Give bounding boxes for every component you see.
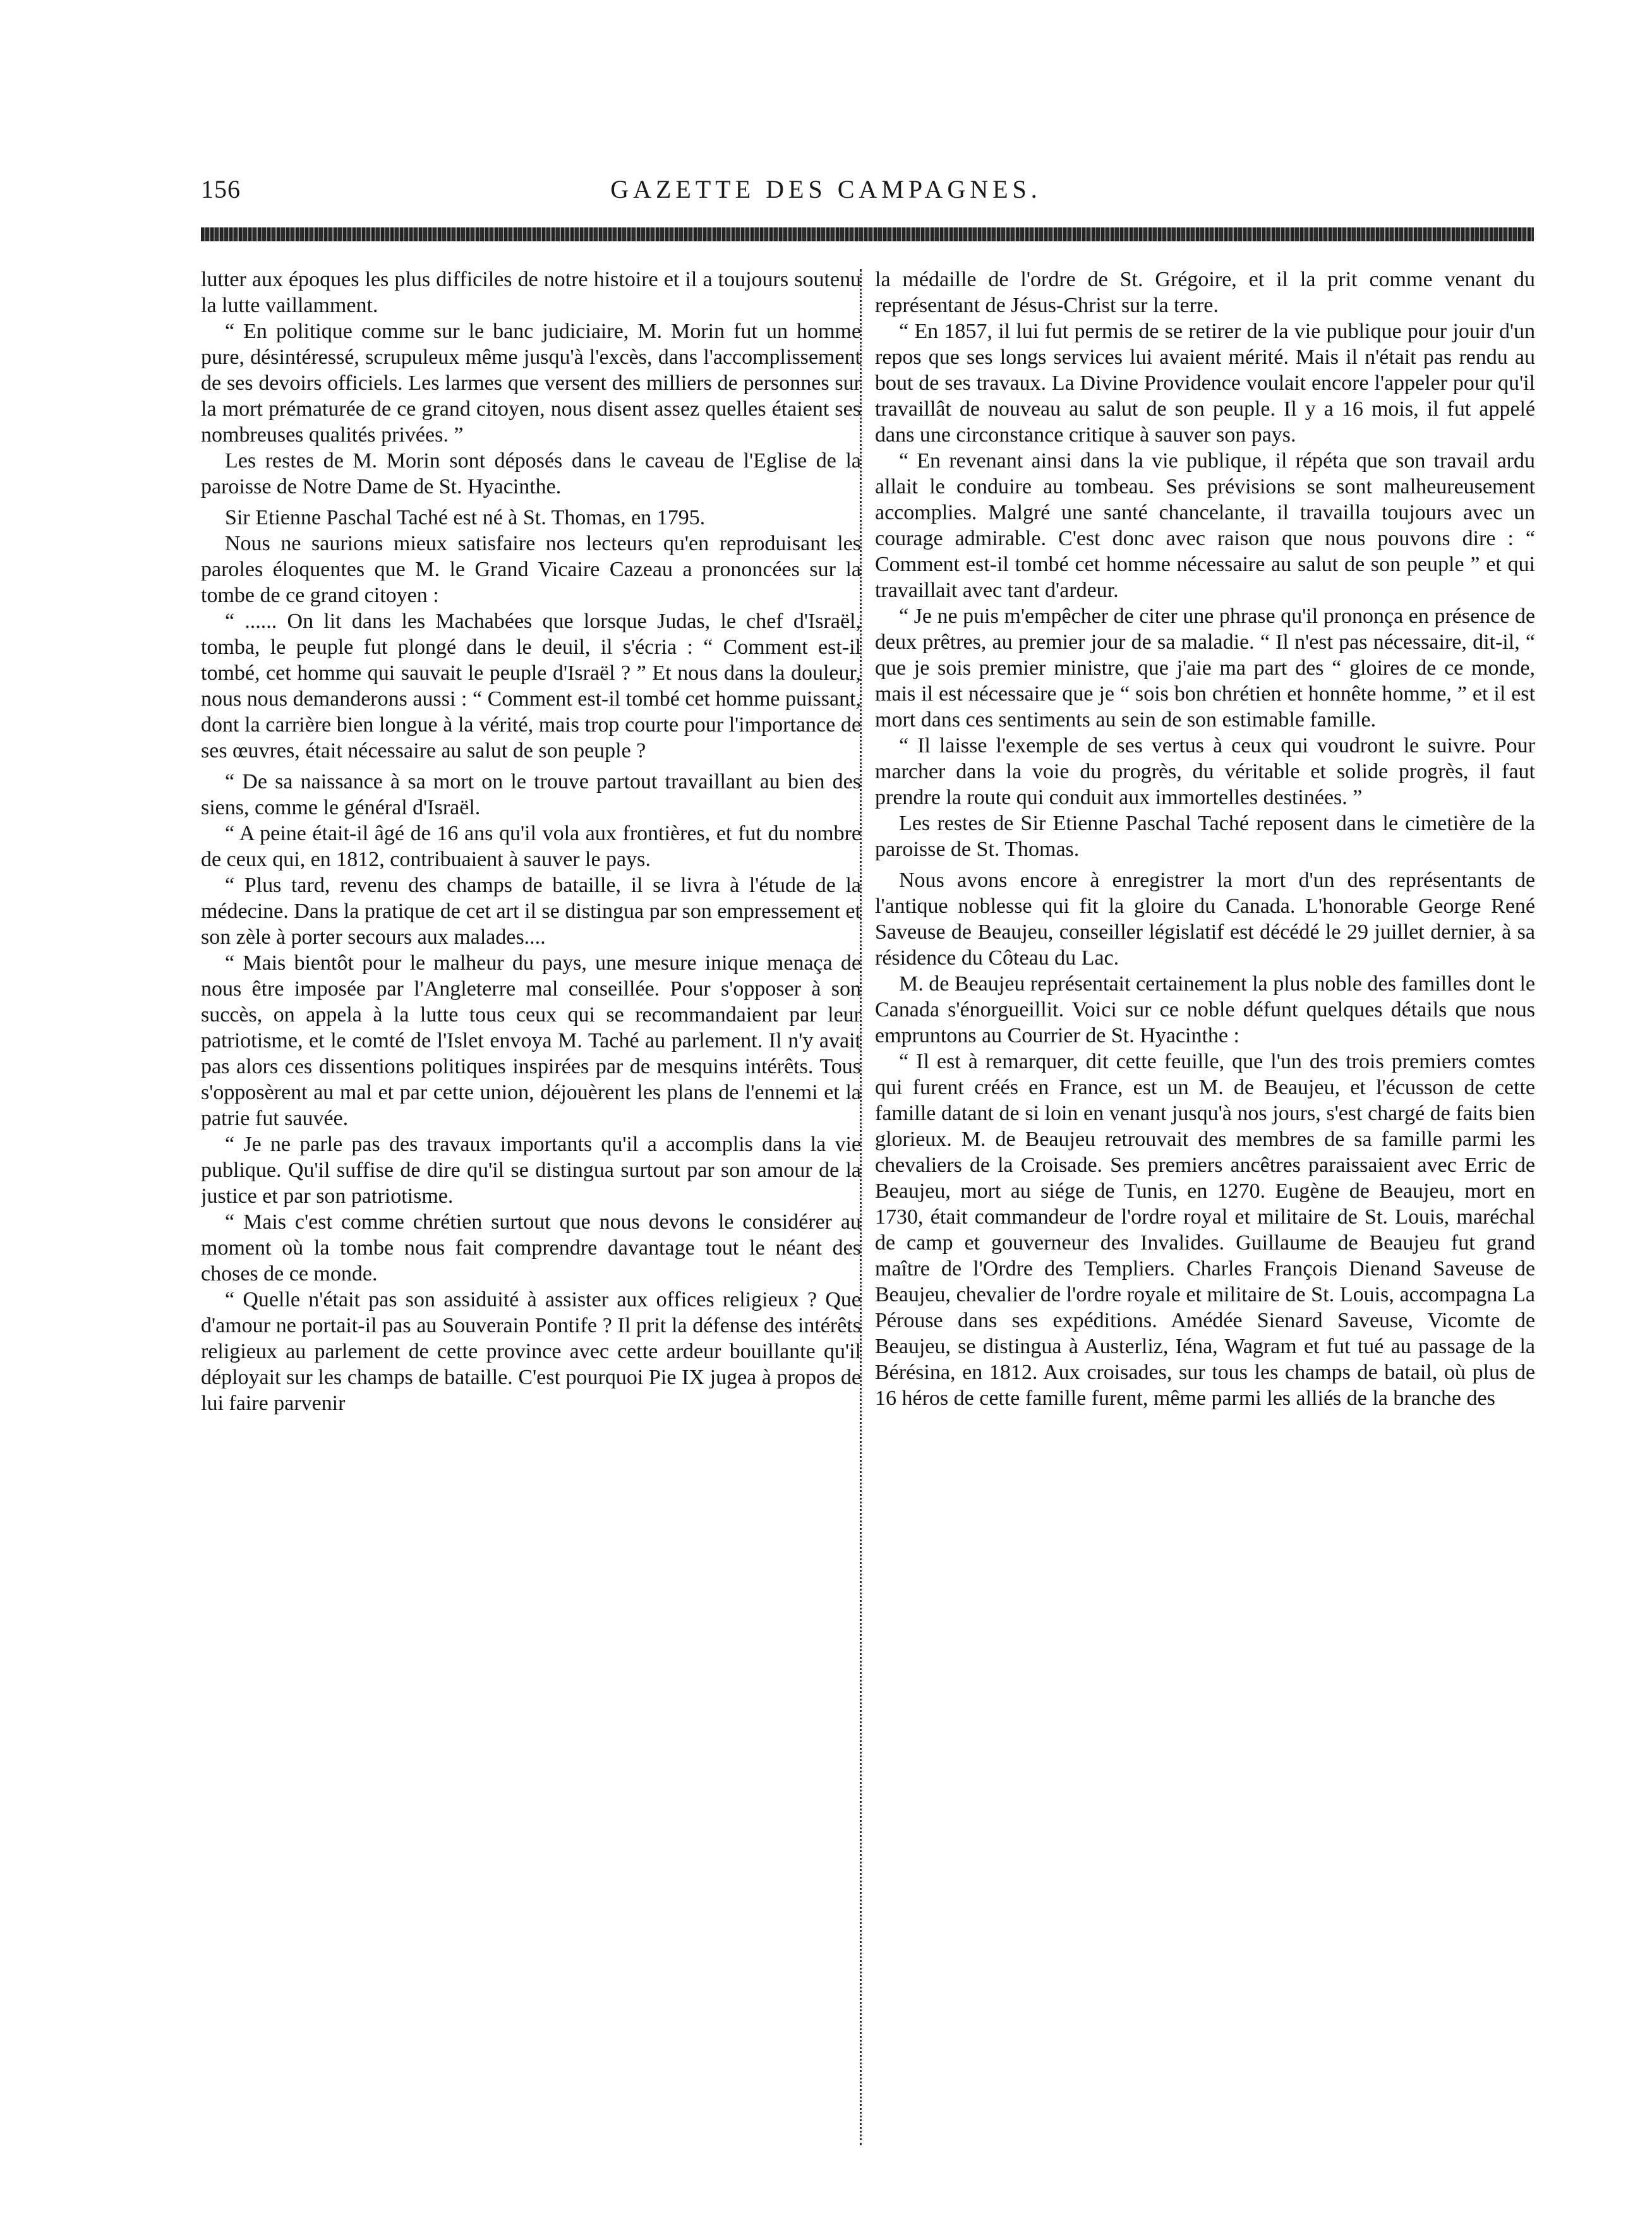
- left-column: [201, 267, 861, 2149]
- paragraph: “ Je ne puis m'empêcher de citer une phrase qu'il prononça en présence de deux prêtres, au premier jour de sa maladie. “ Il n'est pas nécessaire, dit-il, “ que je sois premier ministre, que j'aie ma part des “ gloires de ce monde, mais il est nécessaire que je “ sois bon chrétien et honnête homme, ” et il est mort dans ces sentiments au sein de son estimable famille.: [875, 605, 1535, 732]
- paragraph: “ Plus tard, revenu des champs de bataille, il se livra à l'étude de la médecine. Dans la pratique de cet art il se distingua par son empressement et son zèle à porter secours aux malades....: [201, 874, 861, 949]
- paragraph: “ ...... On lit dans les Machabées que lorsque Judas, le chef d'Israël, tomba, le peuple fut plongé dans le deuil, il s'écria : “ Comment est-il tombé, cet homme qui sauvait le peuple d'Israël ? ” Et nous dans la douleur, nous nous demanderons aussi : “ Comment est-il tombé cet homme puissant, dont la carrière bien longue à la vérité, mais trop courte pour l'importance de ses œuvres, était nécessaire au salut de son peuple ?: [201, 610, 861, 762]
- column-divider: [860, 269, 862, 2145]
- paragraph: M. de Beaujeu représentait certainement la plus noble des familles dont le Canada s'énorgueillit. Voici sur ce noble défunt quelques détails que nous empruntons au Courrier de St. Hyacinthe :: [875, 972, 1535, 1047]
- paragraph: Nous avons encore à enregistrer la mort d'un des représentants de l'antique noblesse qui fit la gloire du Canada. L'honorable George René Saveuse de Beaujeu, conseiller législatif est décédé le 29 juillet dernier, à sa résidence du Côteau du Lac.: [875, 869, 1535, 970]
- paragraph: “ En 1857, il lui fut permis de se retirer de la vie publique pour jouir d'un repos que ses longs services lui avaient mérité. Mais il n'était pas rendu au bout de ses travaux. La Divine Providence voulait encore l'appeler pour qu'il travaillât de nouveau au salut de son peuple. Il y a 16 mois, il fut appelé dans une circonstance critique à sauver son pays.: [875, 320, 1535, 447]
- running-title: GAZETTE DES CAMPAGNES.: [610, 175, 1042, 203]
- paragraph: la médaille de l'ordre de St. Grégoire, et il la prit comme venant du représentant de Jésus-Christ sur la terre.: [875, 268, 1535, 317]
- header-rule: [201, 227, 1534, 241]
- paragraph: “ A peine était-il âgé de 16 ans qu'il vola aux frontières, et fut du nombre de ceux qui, en 1812, contribuaient à sauver le pays.: [201, 822, 861, 871]
- paragraph: “ En politique comme sur le banc judiciaire, M. Morin fut un homme pure, désintéressé, scrupuleux même jusqu'à l'excès, dans l'accomplissement de ses devoirs officiels. Les larmes que versent des milliers de personnes sur la mort prématurée de ce grand citoyen, nous disent assez quelles étaient ses nombreuses qualités privées. ”: [201, 320, 861, 447]
- right-column: [875, 267, 1535, 2149]
- paragraph: Nous ne saurions mieux satisfaire nos lecteurs qu'en reproduisant les paroles éloquentes que M. le Grand Vicaire Cazeau a prononcées sur la tombe de ce grand citoyen :: [201, 532, 861, 607]
- paragraph: “ Quelle n'était pas son assiduité à assister aux offices religieux ? Que d'amour ne portait-il pas au Souverain Pontife ? Il prit la défense des intérêts religieux au parlement de cette province avec cette ardeur bouillante qu'il déployait sur les champs de bataille. C'est pourquoi Pie IX jugea à propos de lui faire parvenir: [201, 1288, 861, 1415]
- paragraph: Sir Etienne Paschal Taché est né à St. Thomas, en 1795.: [225, 506, 706, 529]
- paragraph: “ En revenant ainsi dans la vie publique, il répéta que son travail ardu allait le conduire au tombeau. Ses prévisions se sont malheureusement accomplies. Malgré une santé chancelante, il travailla toujours avec un courage admirable. C'est donc avec raison que nous pouvons dire : “ Comment est-il tombé cet homme nécessaire au salut de son peuple ” et qui travaillait avec tant d'ardeur.: [875, 449, 1535, 602]
- paragraph: “ Il laisse l'exemple de ses vertus à ceux qui voudront le suivre. Pour marcher dans la voie du progrès, du véritable et solide progrès, il faut prendre la route qui conduit aux immortelles destinées. ”: [875, 734, 1535, 809]
- paragraph: Les restes de Sir Etienne Paschal Taché reposent dans le cimetière de la paroisse de St. Thomas.: [875, 812, 1535, 861]
- paragraph: “ Mais c'est comme chrétien surtout que nous devons le considérer au moment où la tombe nous fait comprendre davantage tout le néant des choses de ce monde.: [201, 1210, 861, 1286]
- page-number: 156: [201, 175, 241, 203]
- paragraph: “ De sa naissance à sa mort on le trouve partout travaillant au bien des siens, comme le général d'Israël.: [201, 770, 861, 819]
- paragraph: “ Je ne parle pas des travaux importants qu'il a accomplis dans la vie publique. Qu'il suffise de dire qu'il se distingua surtout par son amour de la justice et par son patriotisme.: [201, 1133, 861, 1208]
- paragraph: “ Mais bientôt pour le malheur du pays, une mesure inique menaça de nous être imposée par l'Angleterre mal conseillée. Pour s'opposer à son succès, on appela à la lutte tous ceux qui se recommandaient par leur patriotisme, et le comté de l'Islet envoya M. Taché au parlement. Il n'y avait pas alors ces dissentions politiques inspirées par de mesquins intérêts. Tous s'opposèrent au mal et par cette union, déjouèrent les plans de l'ennemi et la patrie fut sauvée.: [201, 951, 861, 1130]
- paragraph: “ Il est à remarquer, dit cette feuille, que l'un des trois premiers comtes qui furent créés en France, est un M. de Beaujeu, et l'écusson de cette famille datant de si loin en venant jusqu'à nos jours, s'est chargé de faits bien glorieux. M. de Beaujeu retrouvait des membres de sa famille parmi les chevaliers de la Croisade. Ses premiers ancêtres paraissaient avec Erric de Beaujeu, mort au siége de Tunis, en 1270. Eugène de Beaujeu, mort en 1730, était commandeur de l'ordre royal et militaire de St. Louis, maréchal de camp et gouverneur des Invalides. Guillaume de Beaujeu fut grand maître de l'Ordre des Templiers. Charles François Dienand Saveuse de Beaujeu, chevalier de l'ordre royale et militaire de St. Louis, accompagna La Pérouse dans ses expéditions. Amédée Sienard Saveuse, Vicomte de Beaujeu, se distingua à Austerliz, Iéna, Wagram et fut tué au passage de la Bérésina, en 1812. Aux croisades, sur tous les champs de batail, où plus de 16 héros de cette famille furent, même parmi les alliés de la branche des: [875, 1050, 1535, 1410]
- paragraph: lutter aux époques les plus difficiles de notre histoire et il a toujours soutenu la lutte vaillamment.: [201, 268, 861, 317]
- paragraph: Les restes de M. Morin sont déposés dans le caveau de l'Eglise de la paroisse de Notre Dame de St. Hyacinthe.: [201, 449, 861, 498]
